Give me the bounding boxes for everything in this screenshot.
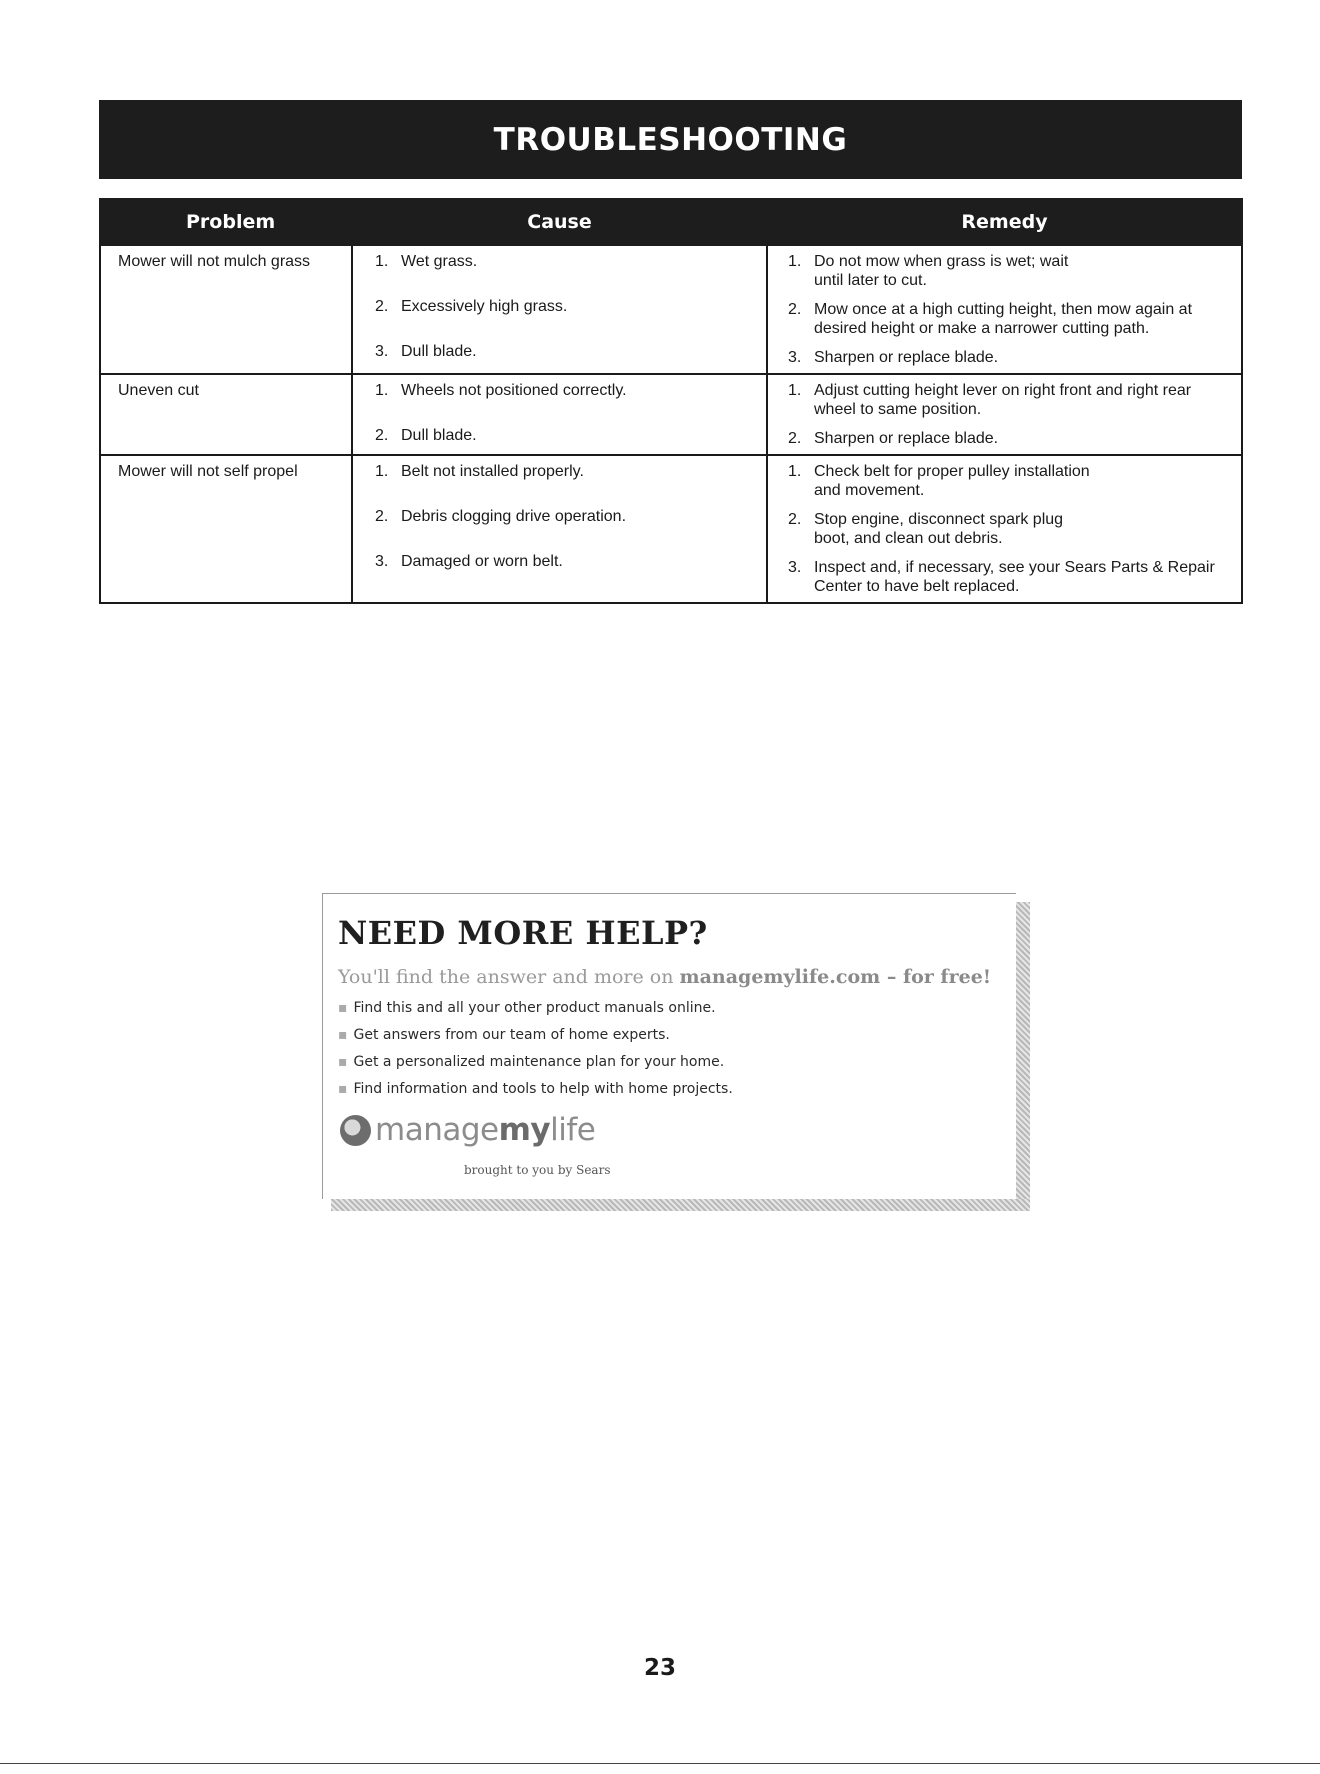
list-item: [338, 1022, 733, 1049]
problem-text: Mower will not self propel: [118, 463, 298, 480]
table-row: [100, 374, 1242, 455]
cause-item: [375, 381, 752, 400]
remedy-text: Stop engine, disconnect spark plug boot, and clean out debris.: [814, 511, 1064, 547]
cause-number: 3.: [375, 553, 389, 570]
cause-text: Damaged or worn belt.: [401, 553, 563, 570]
problem-cell: [100, 374, 352, 455]
cause-item: [375, 507, 752, 526]
remedy-number: 1.: [788, 253, 802, 270]
remedy-item: [788, 300, 1227, 338]
cause-item: [375, 342, 752, 361]
remedy-cell: [767, 374, 1242, 455]
remedy-number: 2.: [788, 511, 802, 528]
cause-item: [375, 552, 752, 571]
list-item-text: Find information and tools to help with home projects.: [353, 1081, 733, 1097]
problem-cell: [100, 455, 352, 603]
cause-number: 1.: [375, 463, 389, 480]
remedy-number: 3.: [788, 349, 802, 366]
column-header-problem: Problem: [100, 198, 352, 246]
cause-item: [375, 462, 752, 481]
remedy-text: Mow once at a high cutting height, then mow again at desired height or make a narrower cutting path.: [814, 301, 1193, 337]
problem-text: Mower will not mulch grass: [118, 253, 311, 270]
list-item-text: Find this and all your other product manuals online.: [353, 1000, 716, 1016]
cause-number: 1.: [375, 382, 389, 399]
cause-text: Wheels not positioned correctly.: [401, 382, 627, 399]
cause-cell: [352, 455, 767, 603]
managemylife-logo: [340, 1112, 595, 1148]
remedy-text: Do not mow when grass is wet; wait until later to cut.: [814, 253, 1069, 289]
cause-number: 1.: [375, 253, 389, 270]
wordmark-part: life: [550, 1112, 596, 1148]
managemylife-wordmark: [375, 1112, 595, 1148]
remedy-item: [788, 348, 1227, 367]
remedy-text: Sharpen or replace blade.: [814, 349, 999, 366]
cause-text: Wet grass.: [401, 253, 478, 270]
managemylife-logo-icon: [340, 1115, 371, 1146]
column-header-cause: Cause: [352, 198, 767, 246]
remedy-item: [788, 381, 1227, 419]
bullet-icon: ▪: [338, 1081, 348, 1097]
cause-number: 3.: [375, 343, 389, 360]
cause-item: [375, 252, 752, 271]
remedy-item: [788, 429, 1227, 448]
help-subtitle-prefix: You'll find the answer and more on: [338, 966, 680, 988]
bullet-icon: ▪: [338, 1000, 348, 1016]
page-header-bar: [99, 100, 1242, 179]
box-shadow-right: [1016, 902, 1030, 1207]
box-shadow-bottom: [331, 1199, 1030, 1211]
bullet-icon: ▪: [338, 1027, 348, 1043]
bottom-divider: [0, 1763, 1320, 1764]
remedy-number: 3.: [788, 559, 802, 576]
remedy-text: Inspect and, if necessary, see your Sears Parts & Repair Center to have belt replaced.: [814, 559, 1215, 595]
list-item: [338, 995, 733, 1022]
page-title: TROUBLESHOOTING: [493, 121, 848, 158]
help-bullet-list: [338, 995, 733, 1103]
help-subtitle-suffix: – for free!: [880, 966, 992, 988]
remedy-item: [788, 558, 1227, 596]
remedy-item: [788, 510, 1227, 548]
cause-text: Excessively high grass.: [401, 298, 568, 315]
wordmark-part: my: [498, 1112, 551, 1148]
remedy-text: Check belt for proper pulley installation and movement.: [814, 463, 1090, 499]
cause-item: [375, 297, 752, 316]
table-row: [100, 455, 1242, 603]
cause-cell: [352, 246, 767, 374]
cause-text: Dull blade.: [401, 343, 477, 360]
table-row: [100, 246, 1242, 374]
brand-tagline: brought to you by Sears: [464, 1163, 611, 1177]
list-item: [338, 1076, 733, 1103]
cause-cell: [352, 374, 767, 455]
remedy-number: 1.: [788, 382, 802, 399]
problem-text: Uneven cut: [118, 382, 199, 399]
page-number: 23: [643, 1655, 676, 1681]
list-item-text: Get answers from our team of home experts.: [353, 1027, 670, 1043]
remedy-item: [788, 252, 1227, 290]
remedy-number: 2.: [788, 301, 802, 318]
cause-text: Belt not installed properly.: [401, 463, 584, 480]
cause-number: 2.: [375, 427, 389, 444]
remedy-cell: [767, 246, 1242, 374]
list-item: [338, 1049, 733, 1076]
table-header-row: [100, 198, 1242, 246]
column-header-remedy: Remedy: [767, 198, 1242, 246]
problem-cell: [100, 246, 352, 374]
cause-text: Dull blade.: [401, 427, 477, 444]
wordmark-part: manage: [375, 1112, 499, 1148]
cause-number: 2.: [375, 298, 389, 315]
remedy-item: [788, 462, 1227, 500]
cause-number: 2.: [375, 508, 389, 525]
troubleshooting-table: [99, 198, 1243, 604]
help-title: NEED MORE HELP?: [338, 914, 708, 952]
list-item-text: Get a personalized maintenance plan for your home.: [353, 1054, 725, 1070]
help-subtitle-site[interactable]: managemylife.com: [679, 966, 881, 988]
remedy-number: 1.: [788, 463, 802, 480]
help-subtitle: [338, 966, 991, 988]
cause-text: Debris clogging drive operation.: [401, 508, 627, 525]
need-more-help-box: [322, 893, 1016, 1199]
remedy-cell: [767, 455, 1242, 603]
remedy-text: Adjust cutting height lever on right front and right rear wheel to same position.: [814, 382, 1192, 418]
remedy-text: Sharpen or replace blade.: [814, 430, 999, 447]
bullet-icon: ▪: [338, 1054, 348, 1070]
remedy-number: 2.: [788, 430, 802, 447]
cause-item: [375, 426, 752, 445]
